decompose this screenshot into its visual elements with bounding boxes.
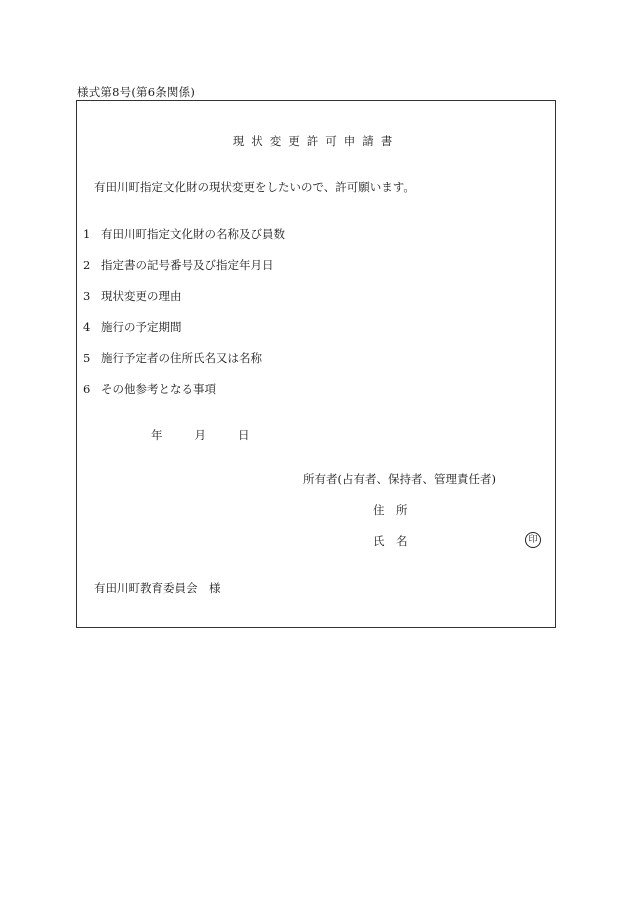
form-number-label: 様式第8号(第6条関係) xyxy=(77,85,196,99)
seal-mark: 印 xyxy=(525,532,541,548)
intro-statement: 有田川町指定文化財の現状変更をしたいので、許可願います。 xyxy=(94,180,415,194)
date-year-label: 年 xyxy=(151,428,163,442)
date-day-label: 日 xyxy=(238,428,250,442)
address-label: 住 所 xyxy=(373,503,408,517)
item-row-4 xyxy=(83,319,182,335)
item-row-6 xyxy=(83,381,216,397)
application-form xyxy=(76,100,556,628)
date-month-label: 月 xyxy=(194,428,206,442)
form-title: 現状変更許可申請書 xyxy=(232,134,400,148)
addressee-line: 有田川町教育委員会 様 xyxy=(94,581,221,595)
item-number: 1 xyxy=(83,227,91,241)
item-label: その他参考となる事項 xyxy=(101,382,216,396)
item-label: 施行予定者の住所氏名又は名称 xyxy=(101,351,262,365)
item-row-5 xyxy=(83,350,262,366)
date-line xyxy=(151,427,250,443)
item-number: 2 xyxy=(83,258,91,272)
item-label: 有田川町指定文化財の名称及び員数 xyxy=(101,227,285,241)
name-label: 氏 名 xyxy=(373,534,408,548)
item-row-3 xyxy=(83,288,182,304)
item-number: 6 xyxy=(83,382,91,396)
item-number: 3 xyxy=(83,289,91,303)
item-row-1 xyxy=(83,226,285,242)
item-number: 4 xyxy=(83,320,91,334)
item-label: 施行の予定期間 xyxy=(101,320,182,334)
item-label: 指定書の記号番号及び指定年月日 xyxy=(101,258,274,272)
item-row-2 xyxy=(83,257,274,273)
item-label: 現状変更の理由 xyxy=(101,289,182,303)
owner-label: 所有者(占有者、保持者、管理責任者) xyxy=(303,472,496,486)
item-number: 5 xyxy=(83,351,91,365)
